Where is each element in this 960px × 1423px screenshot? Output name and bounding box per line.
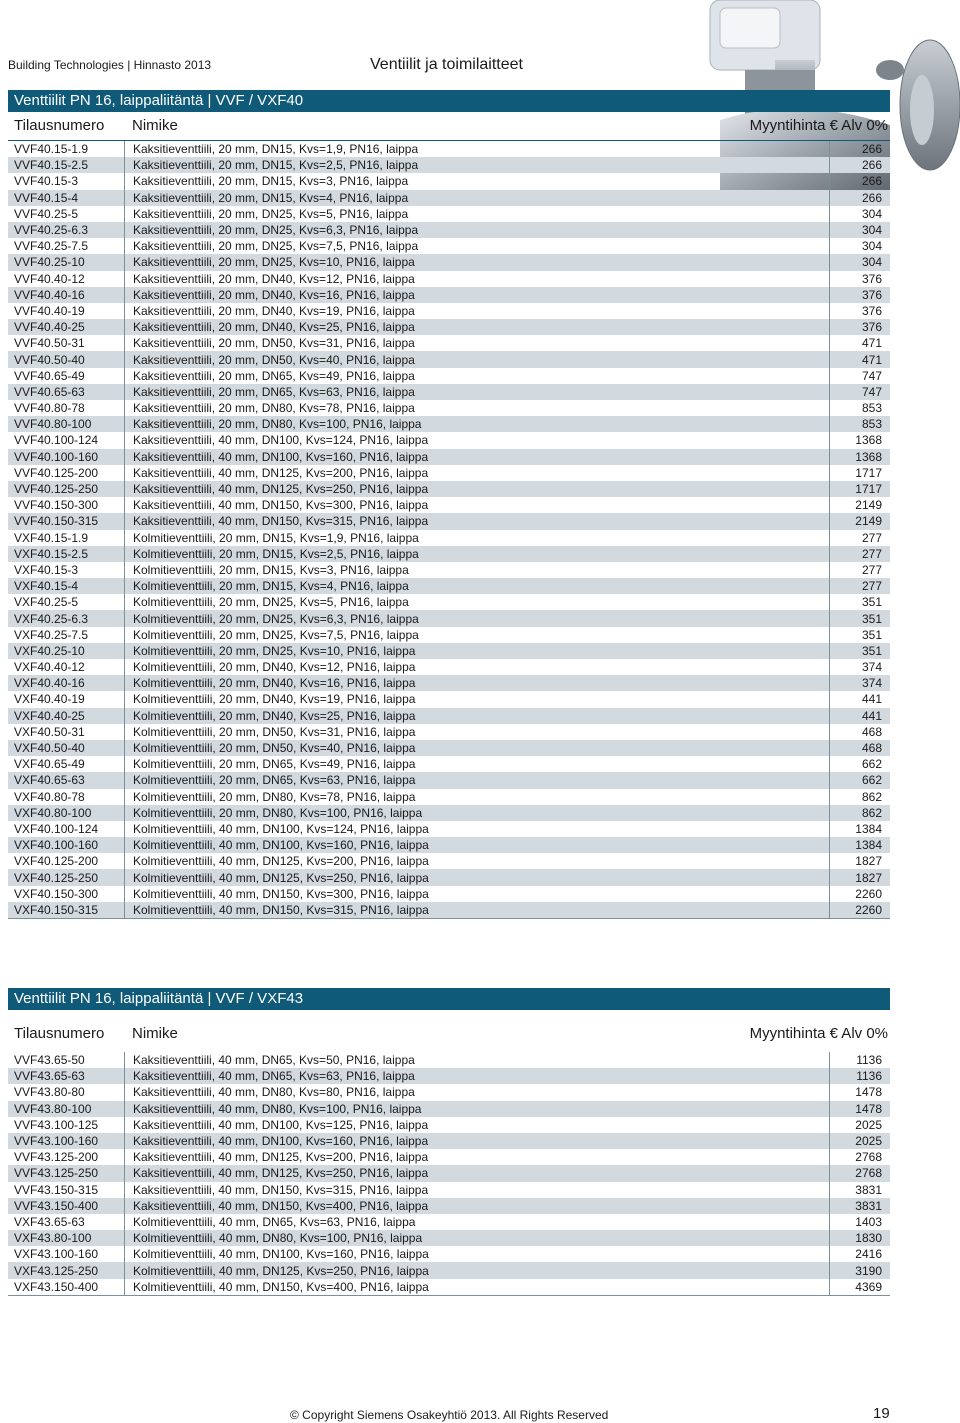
product-price-cell: 1136: [830, 1068, 891, 1084]
product-price-cell: 662: [861, 757, 882, 772]
product-name-cell: Kolmitieventtiili, 40 mm, DN100, Kvs=124, PN16, laippa: [125, 821, 830, 837]
product-name-cell: Kolmitieventtiili, 20 mm, DN40, Kvs=25, PN16, laippa: [125, 708, 830, 724]
header-center-text: Ventiilit ja toimilaitteet: [370, 56, 523, 73]
product-name-cell: Kaksitieventtiili, 20 mm, DN15, Kvs=3, PN16, laippa: [125, 173, 830, 189]
copyright-text: © Copyright Siemens Osakeyhtiö 2013. All Rights Reserved: [290, 1408, 609, 1422]
product-name-cell: Kaksitieventtiili, 20 mm, DN25, Kvs=7,5, PN16, laippa: [125, 238, 830, 254]
table-row: [8, 805, 890, 821]
product-name-cell: Kaksitieventtiili, 20 mm, DN15, Kvs=1,9, PN16, laippa: [125, 141, 830, 157]
product-name-cell: Kolmitieventtiili, 40 mm, DN125, Kvs=200, PN16, laippa: [125, 853, 830, 869]
product-name-cell: Kaksitieventtiili, 40 mm, DN100, Kvs=124, PN16, laippa: [125, 432, 830, 448]
product-code-cell: VXF43.125-250: [8, 1262, 125, 1278]
product-price-cell: 277: [830, 546, 891, 562]
table-row: [8, 368, 890, 384]
product-name-cell: Kolmitieventtiili, 40 mm, DN100, Kvs=160, PN16, laippa: [125, 837, 830, 853]
table-row: [8, 708, 890, 724]
product-name-cell: Kolmitieventtiili, 20 mm, DN25, Kvs=7,5, PN16, laippa: [125, 627, 830, 643]
product-name-cell: Kaksitieventtiili, 20 mm, DN25, Kvs=5, PN16, laippa: [125, 206, 830, 222]
product-price-cell: 266: [830, 157, 891, 173]
product-price-cell: 471: [861, 336, 882, 351]
product-code-cell: VXF40.15-4: [8, 578, 125, 594]
table-row: [8, 222, 890, 238]
table-row: [8, 594, 890, 610]
table-row: [8, 902, 890, 919]
product-name-cell: Kaksitieventtiili, 20 mm, DN80, Kvs=78, PN16, laippa: [125, 400, 830, 416]
product-code-cell: VVF43.125-200: [8, 1149, 125, 1165]
product-code-cell: VVF43.80-80: [8, 1084, 125, 1100]
product-name-cell: Kolmitieventtiili, 20 mm, DN50, Kvs=40, PN16, laippa: [125, 740, 830, 756]
table-row: [8, 1149, 890, 1165]
product-code-cell: VVF40.25-5: [8, 206, 125, 222]
product-code-cell: VXF40.25-6.3: [8, 610, 125, 626]
product-name-cell: Kaksitieventtiili, 20 mm, DN15, Kvs=2,5, PN16, laippa: [125, 157, 830, 173]
product-code-cell: VXF40.150-300: [8, 886, 125, 902]
product-price-cell: 1384: [855, 821, 882, 836]
product-price-cell: 441: [861, 692, 882, 707]
product-code-cell: VVF40.125-200: [8, 465, 125, 481]
product-code-cell: VXF40.125-200: [8, 853, 125, 869]
product-code-cell: VVF43.125-250: [8, 1165, 125, 1181]
product-code-cell: VVF40.40-16: [8, 287, 125, 303]
table-row: [8, 869, 890, 885]
product-price-cell: 277: [861, 530, 882, 545]
product-code-cell: VXF43.80-100: [8, 1230, 125, 1246]
product-price-cell: 304: [861, 206, 882, 221]
table-row: [8, 821, 890, 837]
product-name-cell: Kaksitieventtiili, 20 mm, DN50, Kvs=31, PN16, laippa: [125, 335, 830, 351]
product-name-cell: Kaksitieventtiili, 40 mm, DN100, Kvs=160, PN16, laippa: [125, 1133, 830, 1149]
product-name-cell: Kaksitieventtiili, 40 mm, DN125, Kvs=200, PN16, laippa: [125, 465, 830, 481]
product-price-cell: 304: [830, 254, 891, 270]
product-price-cell: 351: [861, 627, 882, 642]
product-price-cell: 2025: [830, 1133, 891, 1149]
product-price-cell: 2260: [855, 886, 882, 901]
product-name-cell: Kolmitieventtiili, 20 mm, DN50, Kvs=31, PN16, laippa: [125, 724, 830, 740]
product-price-cell: 376: [861, 271, 882, 286]
product-price-cell: 1827: [830, 869, 891, 885]
product-name-cell: Kaksitieventtiili, 20 mm, DN65, Kvs=49, PN16, laippa: [125, 368, 830, 384]
product-code-cell: VVF40.25-10: [8, 254, 125, 270]
product-price-cell: 441: [830, 708, 891, 724]
table-row: [8, 546, 890, 562]
product-name-cell: Kolmitieventtiili, 20 mm, DN15, Kvs=3, PN16, laippa: [125, 562, 830, 578]
product-name-cell: Kaksitieventtiili, 40 mm, DN65, Kvs=50, PN16, laippa: [125, 1052, 830, 1068]
product-price-cell: 277: [830, 578, 891, 594]
product-code-cell: VVF40.65-49: [8, 368, 125, 384]
column-header-code: Tilausnumero: [14, 1025, 105, 1042]
table-row: [8, 610, 890, 626]
product-name-cell: Kolmitieventtiili, 20 mm, DN65, Kvs=63, PN16, laippa: [125, 772, 830, 788]
table-row: [8, 853, 890, 869]
product-code-cell: VVF40.100-124: [8, 432, 125, 448]
table-row: [8, 627, 890, 643]
product-name-cell: Kolmitieventtiili, 20 mm, DN15, Kvs=1,9, PN16, laippa: [125, 530, 830, 546]
product-code-cell: VXF40.50-40: [8, 740, 125, 756]
product-code-cell: VXF40.40-19: [8, 691, 125, 707]
table-row: [8, 1101, 890, 1117]
table-row: [8, 1165, 890, 1181]
header-left-text: Building Technologies | Hinnasto 2013: [8, 58, 212, 72]
table-row: [8, 1068, 890, 1084]
column-headers: [8, 1020, 890, 1048]
column-header-price: Myyntihinta € Alv 0%: [749, 1025, 888, 1042]
product-code-cell: VXF40.40-12: [8, 659, 125, 675]
table-row: [8, 271, 890, 287]
product-price-cell: 374: [830, 675, 891, 691]
product-code-cell: VVF40.80-78: [8, 400, 125, 416]
table-row: [8, 1230, 890, 1246]
product-price-cell: 4369: [830, 1279, 891, 1296]
product-name-cell: Kolmitieventtiili, 20 mm, DN80, Kvs=100, PN16, laippa: [125, 805, 830, 821]
product-price-cell: 2416: [855, 1247, 882, 1262]
product-price-cell: 1827: [855, 854, 882, 869]
product-name-cell: Kaksitieventtiili, 20 mm, DN50, Kvs=40, PN16, laippa: [125, 351, 830, 367]
product-code-cell: VVF40.80-100: [8, 416, 125, 432]
section-title: Venttiilit PN 16, laippaliitäntä | VVF / VXF43: [8, 988, 890, 1010]
product-price-cell: 1478: [855, 1085, 882, 1100]
table-row: [8, 886, 890, 902]
product-price-cell: 3190: [830, 1262, 891, 1278]
product-price-cell: 1368: [830, 449, 891, 465]
product-name-cell: Kaksitieventtiili, 20 mm, DN40, Kvs=12, PN16, laippa: [125, 271, 830, 287]
product-name-cell: Kaksitieventtiili, 40 mm, DN150, Kvs=300, PN16, laippa: [125, 497, 830, 513]
page-number: 19: [873, 1405, 890, 1422]
product-price-cell: 376: [830, 319, 891, 335]
table-row: [8, 659, 890, 675]
product-code-cell: VXF40.15-2.5: [8, 546, 125, 562]
product-code-cell: VXF40.50-31: [8, 724, 125, 740]
product-name-cell: Kolmitieventtiili, 40 mm, DN100, Kvs=160, PN16, laippa: [125, 1246, 830, 1262]
table-row: [8, 351, 890, 367]
product-code-cell: VVF40.150-300: [8, 497, 125, 513]
product-code-cell: VXF40.100-124: [8, 821, 125, 837]
price-section-vxf40: [8, 90, 890, 919]
product-name-cell: Kolmitieventtiili, 20 mm, DN25, Kvs=6,3, PN16, laippa: [125, 610, 830, 626]
product-price-cell: 862: [861, 789, 882, 804]
product-name-cell: Kolmitieventtiili, 40 mm, DN125, Kvs=250, PN16, laippa: [125, 1262, 830, 1278]
product-code-cell: VVF40.15-2.5: [8, 157, 125, 173]
column-header-price: Myyntihinta € Alv 0%: [749, 117, 888, 134]
product-name-cell: Kolmitieventtiili, 20 mm, DN40, Kvs=12, PN16, laippa: [125, 659, 830, 675]
product-code-cell: VVF43.100-125: [8, 1117, 125, 1133]
product-code-cell: VVF40.65-63: [8, 384, 125, 400]
product-code-cell: VVF40.50-31: [8, 335, 125, 351]
product-code-cell: VXF40.65-49: [8, 756, 125, 772]
table-row: [8, 1262, 890, 1278]
product-name-cell: Kaksitieventtiili, 20 mm, DN65, Kvs=63, PN16, laippa: [125, 384, 830, 400]
product-name-cell: Kaksitieventtiili, 20 mm, DN40, Kvs=19, PN16, laippa: [125, 303, 830, 319]
product-price-cell: 2768: [855, 1150, 882, 1165]
table-row: [8, 724, 890, 740]
product-code-cell: VVF40.15-4: [8, 190, 125, 206]
table-row: [8, 400, 890, 416]
product-name-cell: Kaksitieventtiili, 20 mm, DN25, Kvs=6,3, PN16, laippa: [125, 222, 830, 238]
product-price-cell: 662: [830, 772, 891, 788]
product-code-cell: VVF40.100-160: [8, 449, 125, 465]
product-code-cell: VXF40.15-3: [8, 562, 125, 578]
product-name-cell: Kolmitieventtiili, 20 mm, DN40, Kvs=19, PN16, laippa: [125, 691, 830, 707]
table-row: [8, 335, 890, 351]
product-name-cell: Kolmitieventtiili, 20 mm, DN40, Kvs=16, PN16, laippa: [125, 675, 830, 691]
product-code-cell: VXF43.100-160: [8, 1246, 125, 1262]
product-code-cell: VXF40.65-63: [8, 772, 125, 788]
product-code-cell: VXF40.25-7.5: [8, 627, 125, 643]
product-code-cell: VXF43.150-400: [8, 1279, 125, 1296]
product-price-cell: 376: [861, 303, 882, 318]
price-section-vxf43: [8, 988, 890, 1296]
product-name-cell: Kaksitieventtiili, 40 mm, DN150, Kvs=315, PN16, laippa: [125, 513, 830, 529]
product-name-cell: Kaksitieventtiili, 40 mm, DN100, Kvs=160, PN16, laippa: [125, 449, 830, 465]
product-name-cell: Kaksitieventtiili, 20 mm, DN40, Kvs=25, PN16, laippa: [125, 319, 830, 335]
product-code-cell: VXF40.100-160: [8, 837, 125, 853]
table-row: [8, 497, 890, 513]
table-row: [8, 449, 890, 465]
product-code-cell: VVF40.150-315: [8, 513, 125, 529]
product-code-cell: VXF40.15-1.9: [8, 530, 125, 546]
table-row: [8, 1198, 890, 1214]
product-code-cell: VVF40.40-12: [8, 271, 125, 287]
product-price-cell: 351: [861, 595, 882, 610]
product-price-cell: 1717: [830, 481, 891, 497]
product-name-cell: Kaksitieventtiili, 20 mm, DN80, Kvs=100, PN16, laippa: [125, 416, 830, 432]
table-row: [8, 465, 890, 481]
product-code-cell: VVF43.150-400: [8, 1198, 125, 1214]
product-name-cell: Kolmitieventtiili, 20 mm, DN80, Kvs=78, PN16, laippa: [125, 789, 830, 805]
product-price-cell: 1384: [830, 837, 891, 853]
table-row: [8, 432, 890, 448]
product-code-cell: VVF40.15-1.9: [8, 141, 125, 157]
product-price-cell: 1717: [855, 465, 882, 480]
product-price-cell: 2260: [830, 902, 891, 919]
product-price-cell: 471: [830, 351, 891, 367]
product-name-cell: Kolmitieventtiili, 20 mm, DN25, Kvs=5, PN16, laippa: [125, 594, 830, 610]
product-code-cell: VXF40.80-100: [8, 805, 125, 821]
product-name-cell: Kolmitieventtiili, 40 mm, DN150, Kvs=315, PN16, laippa: [125, 902, 830, 919]
column-headers: [8, 112, 890, 141]
product-price-cell: 2149: [830, 513, 891, 529]
product-name-cell: Kaksitieventtiili, 40 mm, DN125, Kvs=250, PN16, laippa: [125, 481, 830, 497]
product-price-cell: 374: [861, 660, 882, 675]
table-row: [8, 1214, 890, 1230]
product-price-cell: 862: [830, 805, 891, 821]
product-name-cell: Kolmitieventtiili, 20 mm, DN15, Kvs=4, PN16, laippa: [125, 578, 830, 594]
product-name-cell: Kolmitieventtiili, 40 mm, DN80, Kvs=100, PN16, laippa: [125, 1230, 830, 1246]
product-code-cell: VVF40.25-6.3: [8, 222, 125, 238]
table-row: [8, 319, 890, 335]
table-row: [8, 756, 890, 772]
table-row: [8, 303, 890, 319]
product-name-cell: Kolmitieventtiili, 40 mm, DN150, Kvs=300, PN16, laippa: [125, 886, 830, 902]
product-price-cell: 468: [861, 724, 882, 739]
column-header-name: Nimike: [132, 117, 178, 134]
product-price-cell: 277: [861, 562, 882, 577]
product-code-cell: VVF43.65-63: [8, 1068, 125, 1084]
product-name-cell: Kaksitieventtiili, 40 mm, DN80, Kvs=80, PN16, laippa: [125, 1084, 830, 1100]
product-code-cell: VVF43.150-315: [8, 1182, 125, 1198]
product-price-cell: 853: [830, 416, 891, 432]
product-code-cell: VXF40.25-10: [8, 643, 125, 659]
product-name-cell: Kolmitieventtiili, 40 mm, DN150, Kvs=400, PN16, laippa: [125, 1279, 830, 1296]
table-row: [8, 530, 890, 546]
product-code-cell: VXF40.150-315: [8, 902, 125, 919]
product-code-cell: VXF40.125-250: [8, 869, 125, 885]
product-name-cell: Kaksitieventtiili, 20 mm, DN25, Kvs=10, PN16, laippa: [125, 254, 830, 270]
table-row: [8, 254, 890, 270]
product-price-cell: 1136: [856, 1053, 882, 1068]
table-row: [8, 772, 890, 788]
table-row: [8, 157, 890, 173]
product-price-cell: 304: [830, 222, 891, 238]
product-name-cell: Kolmitieventtiili, 20 mm, DN25, Kvs=10, PN16, laippa: [125, 643, 830, 659]
product-code-cell: VXF40.25-5: [8, 594, 125, 610]
table-row: [8, 1246, 890, 1262]
product-name-cell: Kolmitieventtiili, 40 mm, DN65, Kvs=63, PN16, laippa: [125, 1214, 830, 1230]
product-price-cell: 3831: [830, 1198, 891, 1214]
table-row: [8, 691, 890, 707]
table-row: [8, 481, 890, 497]
product-price-cell: 1830: [830, 1230, 891, 1246]
table-row: [8, 643, 890, 659]
table-row: [8, 287, 890, 303]
column-header-code: Tilausnumero: [14, 117, 105, 134]
table-row: [8, 562, 890, 578]
product-name-cell: Kaksitieventtiili, 40 mm, DN100, Kvs=125, PN16, laippa: [125, 1117, 830, 1133]
table-row: [8, 384, 890, 400]
product-price-cell: 1478: [830, 1101, 891, 1117]
product-name-cell: Kaksitieventtiili, 40 mm, DN65, Kvs=63, PN16, laippa: [125, 1068, 830, 1084]
product-name-cell: Kaksitieventtiili, 40 mm, DN125, Kvs=200, PN16, laippa: [125, 1149, 830, 1165]
table-row: [8, 675, 890, 691]
product-price-cell: 351: [830, 643, 891, 659]
product-name-cell: Kolmitieventtiili, 40 mm, DN125, Kvs=250, PN16, laippa: [125, 869, 830, 885]
table-row: [8, 1182, 890, 1198]
product-price-cell: 376: [830, 287, 891, 303]
product-code-cell: VXF40.40-16: [8, 675, 125, 691]
product-name-cell: Kaksitieventtiili, 40 mm, DN150, Kvs=315, PN16, laippa: [125, 1182, 830, 1198]
product-price-cell: 304: [861, 239, 882, 254]
product-name-cell: Kolmitieventtiili, 20 mm, DN65, Kvs=49, PN16, laippa: [125, 756, 830, 772]
product-price-cell: 2768: [830, 1165, 891, 1181]
table-row: [8, 578, 890, 594]
product-name-cell: Kaksitieventtiili, 20 mm, DN15, Kvs=4, PN16, laippa: [125, 190, 830, 206]
table-row: [8, 513, 890, 529]
product-name-cell: Kaksitieventtiili, 20 mm, DN40, Kvs=16, PN16, laippa: [125, 287, 830, 303]
product-code-cell: VVF40.125-250: [8, 481, 125, 497]
table-row: [8, 1279, 890, 1296]
product-code-cell: VVF43.80-100: [8, 1101, 125, 1117]
product-code-cell: VVF43.100-160: [8, 1133, 125, 1149]
product-price-cell: 468: [830, 740, 891, 756]
table-row: [8, 1052, 890, 1068]
table-row: [8, 1117, 890, 1133]
product-price-cell: 747: [830, 384, 891, 400]
table-row: [8, 416, 890, 432]
table-row: [8, 837, 890, 853]
product-price-cell: 2149: [855, 498, 882, 513]
product-price-cell: 266: [861, 174, 882, 189]
price-table: [8, 141, 890, 919]
section-title: Venttiilit PN 16, laippaliitäntä | VVF / VXF40: [8, 90, 890, 112]
product-name-cell: Kolmitieventtiili, 20 mm, DN15, Kvs=2,5, PN16, laippa: [125, 546, 830, 562]
table-row: [8, 190, 890, 206]
product-code-cell: VVF43.65-50: [8, 1052, 125, 1068]
product-code-cell: VVF40.50-40: [8, 351, 125, 367]
product-price-cell: 853: [861, 401, 882, 416]
product-name-cell: Kaksitieventtiili, 40 mm, DN125, Kvs=250, PN16, laippa: [125, 1165, 830, 1181]
product-price-cell: 266: [830, 190, 891, 206]
product-price-cell: 1403: [855, 1214, 882, 1229]
product-name-cell: Kaksitieventtiili, 40 mm, DN80, Kvs=100, PN16, laippa: [125, 1101, 830, 1117]
product-price-cell: 266: [861, 142, 882, 157]
table-row: [8, 238, 890, 254]
product-name-cell: Kaksitieventtiili, 40 mm, DN150, Kvs=400, PN16, laippa: [125, 1198, 830, 1214]
product-code-cell: VVF40.25-7.5: [8, 238, 125, 254]
product-code-cell: VVF40.15-3: [8, 173, 125, 189]
table-row: [8, 789, 890, 805]
product-code-cell: VXF40.80-78: [8, 789, 125, 805]
product-price-cell: 351: [830, 610, 891, 626]
price-table: [8, 1052, 890, 1296]
product-price-cell: 747: [861, 368, 882, 383]
product-code-cell: VXF43.65-63: [8, 1214, 125, 1230]
table-row: [8, 740, 890, 756]
table-row: [8, 1084, 890, 1100]
table-row: [8, 173, 890, 189]
product-price-cell: 2025: [855, 1117, 882, 1132]
product-code-cell: VXF40.40-25: [8, 708, 125, 724]
column-header-name: Nimike: [132, 1025, 178, 1042]
product-code-cell: VVF40.40-25: [8, 319, 125, 335]
product-price-cell: 3831: [855, 1182, 882, 1197]
product-code-cell: VVF40.40-19: [8, 303, 125, 319]
table-row: [8, 141, 890, 157]
table-row: [8, 1133, 890, 1149]
table-row: [8, 206, 890, 222]
product-price-cell: 1368: [855, 433, 882, 448]
